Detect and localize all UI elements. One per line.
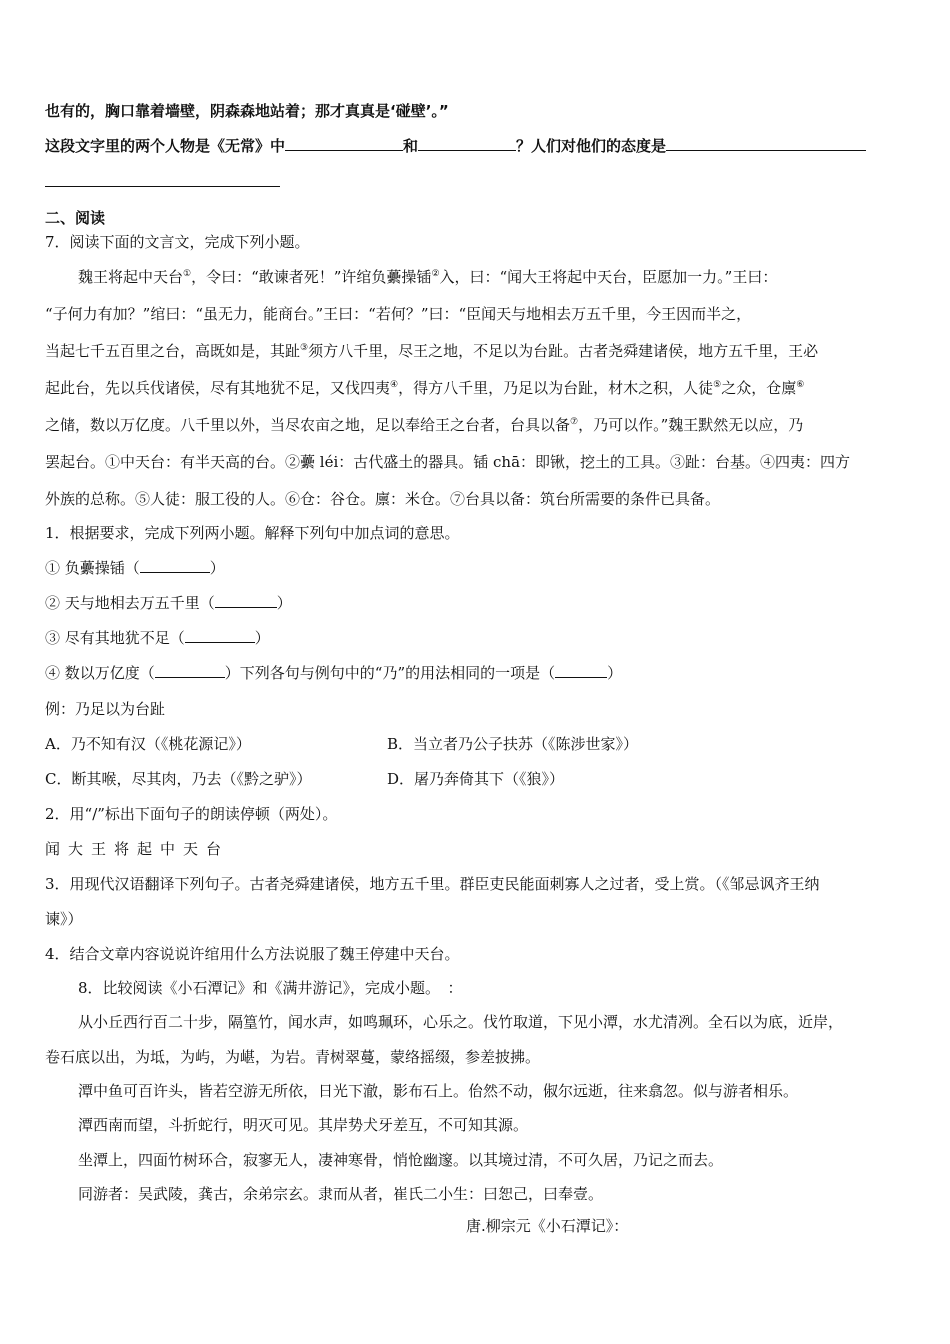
answer-blank[interactable] [215, 591, 277, 608]
passage-line: 魏王将起中天台①，令曰：“敢谏者死！”许绾负虆操锸②入，曰：“闻大王将起中天台，臣愿加一力。”王曰： [78, 268, 778, 286]
sub4-prompt: 4．结合文章内容说说许绾用什么方法说服了魏王停建中天台。 [45, 945, 460, 963]
footnote-mark: ④ [390, 380, 399, 390]
q8-passage-line: 潭中鱼可百许头，皆若空游无所依，日光下澈，影布石上。佁然不动，俶尔远逝，往来翕忽。似与游者相乐。 [78, 1082, 799, 1100]
q7-prompt: 7．阅读下面的文言文，完成下列小题。 [45, 233, 310, 251]
footnote-mark: ① [183, 269, 192, 279]
answer-blank[interactable] [185, 626, 255, 643]
footnote-line: 外族的总称。⑤人徒：服工役的人。⑥仓：谷仓。廪：米仓。⑦台具以备：筑台所需要的条件已具备。 [45, 490, 721, 508]
sub1-prompt: 1．根据要求，完成下列两小题。解释下列句中加点词的意思。 [45, 524, 460, 542]
q8-passage-line: 坐潭上，四面竹树环合，寂寥无人，凄神寒骨，悄怆幽邃。以其境过清，不可久居，乃记之而去。 [78, 1151, 724, 1169]
answer-blank-continuation[interactable] [45, 186, 280, 187]
intro-line: 也有的，胸口靠着墙壁，阴森森地站着；那才真真是‘碰壁’。” [45, 102, 449, 120]
answer-blank[interactable] [555, 661, 607, 678]
question-line [45, 134, 866, 157]
footnote-mark: ⑤ [713, 380, 722, 390]
question-text-a: 这段文字里的两个人物是《无常》中 [45, 137, 286, 155]
q8-attribution: 唐.柳宗元《小石潭记》： [466, 1217, 629, 1235]
sub1-item: ② 天与地相去万五千里（ ） [45, 591, 292, 614]
section-heading: 二、阅读 [45, 209, 106, 227]
question-text-b: 和 [403, 137, 419, 155]
q8-passage-line: 同游者：吴武陵，龚古，余弟宗玄。隶而从者，崔氏二小生：曰恕己，曰奉壹。 [78, 1185, 604, 1203]
sub1-item: ③ 尽有其地犹不足（ ） [45, 626, 270, 649]
sub3-prompt-cont: 谏》） [45, 910, 83, 928]
passage-line: 之储，数以万亿度。八千里以外，当尽农亩之地，足以奉给王之台者，台具以备⑦，乃可以作。”魏王默然无以应，乃 [45, 416, 804, 434]
sub2-sentence: 闻大王将起中天台 [45, 840, 230, 858]
q8-passage-line: 卷石底以出，为坻，为屿，为嵁，为岩。青树翠蔓，蒙络摇缀，参差披拂。 [45, 1048, 541, 1066]
answer-blank-2[interactable] [418, 134, 516, 151]
passage-line: 起此台，先以兵伐诸侯，尽有其地犹不足，又伐四夷④，得方八千里，乃足以为台趾，材木之积，人徒⑤之众，仓廪⑥ [45, 379, 805, 397]
footnote-mark: ⑥ [796, 380, 805, 390]
q8-prompt: 8．比较阅读《小石潭记》和《满井游记》，完成小题。 ： [78, 979, 463, 997]
answer-blank-1[interactable] [285, 134, 403, 151]
q8-passage-line: 潭西南而望，斗折蛇行，明灭可见。其岸势犬牙差互，不可知其源。 [78, 1116, 529, 1134]
sub1-item: ④ 数以万亿度（ ）下列各句与例句中的“乃”的用法相同的一项是（ ） [45, 661, 622, 684]
example-line: 例：乃足以为台趾 [45, 700, 166, 718]
footnote-mark: ⑦ [570, 417, 579, 427]
answer-blank[interactable] [140, 556, 210, 573]
sub3-prompt: 3．用现代汉语翻译下列句子。古者尧舜建诸侯，地方五千里。群臣吏民能面刺寡人之过者，受上赏。（《邹忌讽齐王纳 [45, 875, 820, 893]
q8-passage-line: 从小丘西行百二十步，隔篁竹，闻水声，如鸣珮环，心乐之。伐竹取道，下见小潭，水尤清冽。全石以为底，近岸， [78, 1013, 844, 1031]
answer-blank[interactable] [155, 661, 225, 678]
footnote-mark: ② [431, 269, 440, 279]
footnote-mark: ③ [300, 343, 309, 353]
option-b[interactable]: B．当立者乃公子扶苏（《陈涉世家》） [387, 735, 639, 753]
passage-line: 当起七千五百里之台，高既如是，其趾③须方八千里，尽王之地，不足以为台趾。古者尧舜建诸侯，地方五千里，王必 [45, 342, 819, 360]
option-c[interactable]: C．断其喉，尽其肉，乃去（《黔之驴》） [45, 770, 312, 788]
option-a[interactable]: A．乃不知有汉（《桃花源记》） [45, 735, 251, 753]
question-text-c: ？人们对他们的态度是 [516, 137, 667, 155]
sub2-prompt: 2．用“/”标出下面句子的朗读停顿（两处）。 [45, 805, 338, 823]
passage-line: “子何力有加？”绾曰：“虽无力，能商台。”王曰：“若何？”曰：“臣闻天与地相去万五千里，今王因而半之， [45, 305, 752, 323]
option-d[interactable]: D．屠乃奔倚其下（《狼》） [387, 770, 565, 788]
answer-blank-3[interactable] [666, 134, 866, 151]
footnote-line: 罢起台。①中天台：有半天高的台。②虆 léi：古代盛土的器具。锸 chā：即锹，挖土的工具。③趾：台基。④四夷：四方 [45, 453, 851, 471]
sub1-item: ① 负虆操锸（ ） [45, 556, 225, 579]
